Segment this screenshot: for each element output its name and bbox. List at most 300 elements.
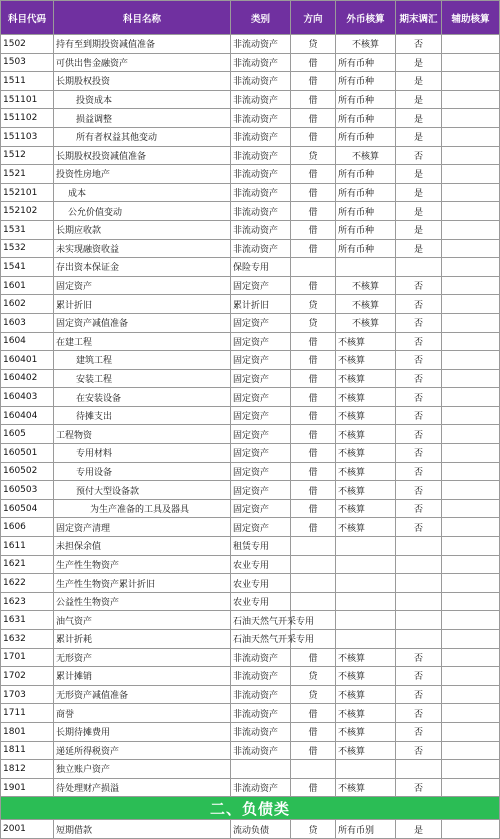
cell-code[interactable]: 2001 (1, 820, 54, 839)
cell-type[interactable]: 保险专用 (231, 258, 291, 277)
cell-code[interactable]: 151101 (1, 90, 54, 109)
cell-name[interactable]: 长期应收款 (54, 220, 231, 239)
cell-name[interactable]: 建筑工程 (54, 351, 231, 370)
cell-code[interactable]: 1603 (1, 313, 54, 332)
cell-code[interactable]: 1532 (1, 239, 54, 258)
cell-type[interactable]: 非流动资产 (231, 667, 291, 686)
table-row (1, 778, 500, 797)
cell-code[interactable]: 160402 (1, 369, 54, 388)
cell-aux[interactable] (442, 369, 500, 388)
cell-aux[interactable] (442, 704, 500, 723)
cell-name[interactable]: 安装工程 (54, 369, 231, 388)
cell-code[interactable]: 1801 (1, 722, 54, 741)
cell-direction[interactable]: 贷 (291, 295, 336, 314)
cell-name[interactable]: 油气资产 (54, 611, 231, 630)
cell-type[interactable] (231, 760, 291, 779)
cell-direction[interactable]: 借 (291, 332, 336, 351)
cell-code[interactable]: 1601 (1, 276, 54, 295)
cell-direction[interactable]: 借 (291, 778, 336, 797)
cell-name[interactable]: 投资性房地产 (54, 165, 231, 184)
cell-direction[interactable]: 借 (291, 109, 336, 128)
cell-type[interactable]: 农业专用 (231, 592, 291, 611)
cell-fx[interactable] (336, 537, 396, 556)
cell-aux[interactable] (442, 313, 500, 332)
cell-direction[interactable]: 借 (291, 481, 336, 500)
cell-type[interactable]: 非流动资产 (231, 778, 291, 797)
cell-type[interactable]: 石油天然气开采专用 (231, 630, 291, 649)
cell-aux[interactable] (442, 295, 500, 314)
cell-type[interactable]: 非流动资产 (231, 202, 291, 221)
cell-fx[interactable]: 所有币别 (336, 820, 396, 839)
cell-code[interactable]: 151102 (1, 109, 54, 128)
cell-adjust[interactable]: 是 (396, 183, 442, 202)
cell-fx[interactable]: 不核算 (336, 704, 396, 723)
cell-adjust[interactable]: 否 (396, 425, 442, 444)
cell-direction[interactable]: 借 (291, 53, 336, 72)
cell-type[interactable]: 固定资产 (231, 313, 291, 332)
col-header-adjust[interactable]: 期末调汇 (396, 1, 442, 35)
col-header-code[interactable]: 科目代码 (1, 1, 54, 35)
cell-direction[interactable] (291, 592, 336, 611)
cell-name[interactable]: 投资成本 (54, 90, 231, 109)
cell-name[interactable]: 存出资本保证金 (54, 258, 231, 277)
cell-type[interactable]: 固定资产 (231, 481, 291, 500)
cell-type[interactable]: 累计折旧 (231, 295, 291, 314)
cell-fx[interactable] (336, 555, 396, 574)
cell-code[interactable]: 1503 (1, 53, 54, 72)
cell-fx[interactable]: 不核算 (336, 778, 396, 797)
cell-aux[interactable] (442, 183, 500, 202)
cell-aux[interactable] (442, 406, 500, 425)
cell-adjust[interactable]: 否 (396, 146, 442, 165)
cell-aux[interactable] (442, 258, 500, 277)
cell-fx[interactable]: 不核算 (336, 462, 396, 481)
cell-fx[interactable]: 不核算 (336, 276, 396, 295)
cell-fx[interactable] (336, 630, 396, 649)
cell-name[interactable]: 未实现融资收益 (54, 239, 231, 258)
cell-direction[interactable]: 借 (291, 72, 336, 91)
cell-fx[interactable]: 不核算 (336, 481, 396, 500)
cell-code[interactable]: 152101 (1, 183, 54, 202)
cell-name[interactable]: 未担保余值 (54, 537, 231, 556)
cell-type[interactable]: 非流动资产 (231, 741, 291, 760)
cell-adjust[interactable]: 否 (396, 499, 442, 518)
cell-adjust[interactable]: 否 (396, 481, 442, 500)
cell-direction[interactable]: 借 (291, 239, 336, 258)
cell-aux[interactable] (442, 648, 500, 667)
cell-code[interactable]: 160501 (1, 444, 54, 463)
cell-fx[interactable]: 所有币种 (336, 109, 396, 128)
cell-fx[interactable]: 所有币种 (336, 72, 396, 91)
cell-aux[interactable] (442, 146, 500, 165)
cell-fx[interactable]: 不核算 (336, 332, 396, 351)
cell-fx[interactable]: 所有币种 (336, 127, 396, 146)
cell-type[interactable]: 非流动资产 (231, 90, 291, 109)
cell-aux[interactable] (442, 276, 500, 295)
cell-adjust[interactable] (396, 537, 442, 556)
cell-type[interactable]: 非流动资产 (231, 648, 291, 667)
cell-aux[interactable] (442, 444, 500, 463)
cell-fx[interactable] (336, 611, 396, 630)
cell-type[interactable]: 非流动资产 (231, 165, 291, 184)
cell-name[interactable]: 递延所得税资产 (54, 741, 231, 760)
cell-aux[interactable] (442, 760, 500, 779)
cell-code[interactable]: 1701 (1, 648, 54, 667)
cell-name[interactable]: 固定资产减值准备 (54, 313, 231, 332)
cell-fx[interactable]: 不核算 (336, 388, 396, 407)
cell-adjust[interactable]: 否 (396, 295, 442, 314)
cell-type[interactable]: 非流动资产 (231, 35, 291, 54)
cell-aux[interactable] (442, 90, 500, 109)
cell-direction[interactable]: 借 (291, 165, 336, 184)
cell-direction[interactable]: 借 (291, 220, 336, 239)
cell-direction[interactable]: 借 (291, 127, 336, 146)
cell-fx[interactable]: 不核算 (336, 685, 396, 704)
cell-code[interactable]: 160403 (1, 388, 54, 407)
cell-fx[interactable]: 不核算 (336, 722, 396, 741)
cell-code[interactable]: 1702 (1, 667, 54, 686)
cell-fx[interactable] (336, 574, 396, 593)
cell-type[interactable]: 非流动资产 (231, 183, 291, 202)
cell-fx[interactable]: 不核算 (336, 648, 396, 667)
cell-direction[interactable]: 借 (291, 202, 336, 221)
cell-name[interactable]: 损益调整 (54, 109, 231, 128)
cell-code[interactable]: 1703 (1, 685, 54, 704)
cell-adjust[interactable] (396, 574, 442, 593)
cell-type[interactable]: 固定资产 (231, 499, 291, 518)
cell-name[interactable]: 公允价值变动 (54, 202, 231, 221)
cell-type[interactable]: 固定资产 (231, 369, 291, 388)
cell-aux[interactable] (442, 481, 500, 500)
cell-aux[interactable] (442, 388, 500, 407)
cell-fx[interactable]: 不核算 (336, 741, 396, 760)
cell-code[interactable]: 1812 (1, 760, 54, 779)
cell-type[interactable]: 非流动资产 (231, 239, 291, 258)
cell-type[interactable]: 非流动资产 (231, 722, 291, 741)
cell-name[interactable]: 专用材料 (54, 444, 231, 463)
cell-code[interactable]: 152102 (1, 202, 54, 221)
cell-direction[interactable]: 借 (291, 444, 336, 463)
cell-code[interactable]: 1602 (1, 295, 54, 314)
cell-adjust[interactable]: 是 (396, 202, 442, 221)
cell-code[interactable]: 1531 (1, 220, 54, 239)
cell-type[interactable]: 农业专用 (231, 555, 291, 574)
cell-name[interactable]: 长期待摊费用 (54, 722, 231, 741)
cell-code[interactable]: 1512 (1, 146, 54, 165)
cell-type[interactable]: 流动负债 (231, 820, 291, 839)
cell-name[interactable]: 工程物资 (54, 425, 231, 444)
cell-aux[interactable] (442, 499, 500, 518)
cell-name[interactable]: 可供出售金融资产 (54, 53, 231, 72)
cell-fx[interactable]: 不核算 (336, 295, 396, 314)
cell-adjust[interactable]: 否 (396, 332, 442, 351)
cell-adjust[interactable]: 否 (396, 313, 442, 332)
cell-name[interactable]: 累计折耗 (54, 630, 231, 649)
cell-name[interactable]: 无形资产减值准备 (54, 685, 231, 704)
cell-fx[interactable]: 不核算 (336, 667, 396, 686)
cell-adjust[interactable]: 是 (396, 72, 442, 91)
cell-direction[interactable]: 借 (291, 183, 336, 202)
cell-code[interactable]: 151103 (1, 127, 54, 146)
cell-code[interactable]: 1622 (1, 574, 54, 593)
cell-type[interactable]: 固定资产 (231, 332, 291, 351)
cell-code[interactable]: 1511 (1, 72, 54, 91)
cell-type[interactable]: 非流动资产 (231, 53, 291, 72)
cell-code[interactable]: 160404 (1, 406, 54, 425)
cell-adjust[interactable]: 否 (396, 778, 442, 797)
cell-aux[interactable] (442, 555, 500, 574)
cell-name[interactable]: 待摊支出 (54, 406, 231, 425)
cell-direction[interactable]: 借 (291, 406, 336, 425)
cell-code[interactable]: 1606 (1, 518, 54, 537)
cell-direction[interactable]: 贷 (291, 820, 336, 839)
cell-aux[interactable] (442, 741, 500, 760)
cell-aux[interactable] (442, 820, 500, 839)
cell-direction[interactable] (291, 258, 336, 277)
cell-fx[interactable]: 不核算 (336, 313, 396, 332)
cell-aux[interactable] (442, 611, 500, 630)
cell-fx[interactable]: 不核算 (336, 351, 396, 370)
cell-name[interactable]: 持有至到期投资减值准备 (54, 35, 231, 54)
cell-code[interactable]: 160504 (1, 499, 54, 518)
cell-type[interactable]: 固定资产 (231, 518, 291, 537)
cell-adjust[interactable]: 否 (396, 648, 442, 667)
cell-code[interactable]: 1711 (1, 704, 54, 723)
cell-type[interactable]: 固定资产 (231, 406, 291, 425)
cell-direction[interactable]: 借 (291, 90, 336, 109)
cell-adjust[interactable] (396, 258, 442, 277)
col-header-direction[interactable]: 方向 (291, 1, 336, 35)
cell-direction[interactable]: 借 (291, 462, 336, 481)
cell-aux[interactable] (442, 72, 500, 91)
cell-aux[interactable] (442, 778, 500, 797)
cell-code[interactable]: 1502 (1, 35, 54, 54)
cell-fx[interactable]: 不核算 (336, 146, 396, 165)
cell-code[interactable]: 1611 (1, 537, 54, 556)
cell-direction[interactable]: 借 (291, 499, 336, 518)
cell-fx[interactable] (336, 592, 396, 611)
cell-type[interactable]: 非流动资产 (231, 127, 291, 146)
cell-name[interactable]: 在安装设备 (54, 388, 231, 407)
cell-code[interactable]: 160502 (1, 462, 54, 481)
cell-code[interactable]: 1605 (1, 425, 54, 444)
cell-direction[interactable]: 借 (291, 518, 336, 537)
cell-fx[interactable]: 不核算 (336, 444, 396, 463)
cell-direction[interactable]: 借 (291, 722, 336, 741)
cell-adjust[interactable]: 否 (396, 462, 442, 481)
cell-direction[interactable]: 借 (291, 741, 336, 760)
cell-code[interactable]: 1632 (1, 630, 54, 649)
cell-code[interactable]: 1521 (1, 165, 54, 184)
cell-fx[interactable]: 所有币种 (336, 183, 396, 202)
cell-aux[interactable] (442, 53, 500, 72)
cell-name[interactable]: 累计折旧 (54, 295, 231, 314)
cell-adjust[interactable]: 否 (396, 351, 442, 370)
cell-aux[interactable] (442, 537, 500, 556)
cell-type[interactable]: 非流动资产 (231, 220, 291, 239)
cell-type[interactable]: 租赁专用 (231, 537, 291, 556)
cell-name[interactable]: 商誉 (54, 704, 231, 723)
cell-adjust[interactable]: 是 (396, 165, 442, 184)
cell-aux[interactable] (442, 202, 500, 221)
cell-adjust[interactable]: 否 (396, 667, 442, 686)
cell-name[interactable]: 长期股权投资减值准备 (54, 146, 231, 165)
cell-aux[interactable] (442, 165, 500, 184)
cell-type[interactable]: 固定资产 (231, 276, 291, 295)
cell-fx[interactable]: 不核算 (336, 35, 396, 54)
cell-code[interactable]: 1604 (1, 332, 54, 351)
cell-name[interactable]: 无形资产 (54, 648, 231, 667)
cell-adjust[interactable]: 是 (396, 220, 442, 239)
cell-aux[interactable] (442, 35, 500, 54)
cell-aux[interactable] (442, 351, 500, 370)
cell-fx[interactable]: 所有币种 (336, 53, 396, 72)
cell-aux[interactable] (442, 667, 500, 686)
cell-fx[interactable]: 所有币种 (336, 239, 396, 258)
cell-direction[interactable]: 贷 (291, 667, 336, 686)
cell-direction[interactable]: 借 (291, 351, 336, 370)
cell-direction[interactable]: 借 (291, 369, 336, 388)
cell-type[interactable]: 固定资产 (231, 351, 291, 370)
cell-aux[interactable] (442, 574, 500, 593)
cell-adjust[interactable]: 否 (396, 35, 442, 54)
cell-type[interactable]: 固定资产 (231, 388, 291, 407)
cell-adjust[interactable]: 否 (396, 722, 442, 741)
cell-type[interactable]: 固定资产 (231, 462, 291, 481)
cell-name[interactable]: 累计摊销 (54, 667, 231, 686)
cell-name[interactable]: 为生产准备的工具及器具 (54, 499, 231, 518)
cell-name[interactable]: 专用设备 (54, 462, 231, 481)
cell-type[interactable]: 固定资产 (231, 425, 291, 444)
cell-direction[interactable]: 贷 (291, 35, 336, 54)
cell-code[interactable]: 1623 (1, 592, 54, 611)
cell-fx[interactable]: 所有币种 (336, 220, 396, 239)
cell-adjust[interactable]: 否 (396, 518, 442, 537)
cell-name[interactable]: 在建工程 (54, 332, 231, 351)
cell-adjust[interactable] (396, 555, 442, 574)
cell-direction[interactable]: 借 (291, 425, 336, 444)
cell-type[interactable]: 非流动资产 (231, 704, 291, 723)
cell-code[interactable]: 1811 (1, 741, 54, 760)
cell-aux[interactable] (442, 518, 500, 537)
cell-aux[interactable] (442, 109, 500, 128)
cell-adjust[interactable]: 是 (396, 90, 442, 109)
cell-adjust[interactable]: 是 (396, 127, 442, 146)
cell-name[interactable]: 固定资产 (54, 276, 231, 295)
cell-fx[interactable]: 不核算 (336, 425, 396, 444)
cell-name[interactable]: 短期借款 (54, 820, 231, 839)
cell-name[interactable]: 成本 (54, 183, 231, 202)
cell-fx[interactable]: 所有币种 (336, 202, 396, 221)
cell-code[interactable]: 1621 (1, 555, 54, 574)
cell-fx[interactable] (336, 760, 396, 779)
cell-aux[interactable] (442, 592, 500, 611)
cell-aux[interactable] (442, 239, 500, 258)
cell-name[interactable]: 预付大型设备款 (54, 481, 231, 500)
cell-type[interactable]: 农业专用 (231, 574, 291, 593)
cell-direction[interactable]: 借 (291, 648, 336, 667)
cell-direction[interactable] (291, 760, 336, 779)
cell-code[interactable]: 160401 (1, 351, 54, 370)
cell-adjust[interactable] (396, 630, 442, 649)
cell-fx[interactable]: 不核算 (336, 518, 396, 537)
cell-name[interactable]: 待处理财产损溢 (54, 778, 231, 797)
cell-fx[interactable] (336, 258, 396, 277)
cell-type[interactable]: 非流动资产 (231, 109, 291, 128)
cell-adjust[interactable]: 是 (396, 239, 442, 258)
cell-fx[interactable]: 不核算 (336, 499, 396, 518)
cell-type[interactable]: 固定资产 (231, 444, 291, 463)
cell-name[interactable]: 生产性生物资产 (54, 555, 231, 574)
cell-direction[interactable]: 借 (291, 388, 336, 407)
cell-adjust[interactable]: 否 (396, 741, 442, 760)
cell-direction[interactable]: 贷 (291, 146, 336, 165)
cell-type[interactable]: 石油天然气开采专用 (231, 611, 291, 630)
cell-adjust[interactable]: 否 (396, 276, 442, 295)
cell-name[interactable]: 所有者权益其他变动 (54, 127, 231, 146)
cell-adjust[interactable] (396, 611, 442, 630)
cell-type[interactable]: 非流动资产 (231, 72, 291, 91)
cell-fx[interactable]: 不核算 (336, 369, 396, 388)
cell-adjust[interactable]: 否 (396, 406, 442, 425)
cell-adjust[interactable] (396, 760, 442, 779)
cell-adjust[interactable]: 否 (396, 704, 442, 723)
cell-code[interactable]: 160503 (1, 481, 54, 500)
cell-adjust[interactable]: 是 (396, 109, 442, 128)
cell-aux[interactable] (442, 685, 500, 704)
cell-direction[interactable]: 贷 (291, 313, 336, 332)
cell-aux[interactable] (442, 332, 500, 351)
cell-type[interactable]: 非流动资产 (231, 685, 291, 704)
cell-direction[interactable]: 借 (291, 704, 336, 723)
cell-aux[interactable] (442, 220, 500, 239)
col-header-name[interactable]: 科目名称 (54, 1, 231, 35)
cell-name[interactable]: 固定资产清理 (54, 518, 231, 537)
cell-name[interactable]: 长期股权投资 (54, 72, 231, 91)
cell-fx[interactable]: 所有币种 (336, 90, 396, 109)
cell-code[interactable]: 1541 (1, 258, 54, 277)
cell-adjust[interactable]: 是 (396, 820, 442, 839)
cell-adjust[interactable]: 是 (396, 53, 442, 72)
cell-type[interactable]: 非流动资产 (231, 146, 291, 165)
cell-aux[interactable] (442, 722, 500, 741)
cell-fx[interactable]: 所有币种 (336, 165, 396, 184)
col-header-aux[interactable]: 辅助核算 (442, 1, 500, 35)
cell-adjust[interactable]: 否 (396, 444, 442, 463)
cell-aux[interactable] (442, 425, 500, 444)
cell-aux[interactable] (442, 127, 500, 146)
cell-direction[interactable] (291, 574, 336, 593)
col-header-type[interactable]: 类别 (231, 1, 291, 35)
cell-direction[interactable] (291, 537, 336, 556)
cell-direction[interactable]: 贷 (291, 685, 336, 704)
cell-name[interactable]: 公益性生物资产 (54, 592, 231, 611)
cell-direction[interactable]: 借 (291, 276, 336, 295)
cell-adjust[interactable] (396, 592, 442, 611)
col-header-fx[interactable]: 外币核算 (336, 1, 396, 35)
cell-aux[interactable] (442, 630, 500, 649)
cell-name[interactable]: 生产性生物资产累计折旧 (54, 574, 231, 593)
cell-adjust[interactable]: 否 (396, 685, 442, 704)
cell-code[interactable]: 1631 (1, 611, 54, 630)
cell-fx[interactable]: 不核算 (336, 406, 396, 425)
cell-code[interactable]: 1901 (1, 778, 54, 797)
cell-adjust[interactable]: 否 (396, 369, 442, 388)
cell-adjust[interactable]: 否 (396, 388, 442, 407)
cell-name[interactable]: 独立账户资产 (54, 760, 231, 779)
cell-aux[interactable] (442, 462, 500, 481)
cell-direction[interactable] (291, 555, 336, 574)
